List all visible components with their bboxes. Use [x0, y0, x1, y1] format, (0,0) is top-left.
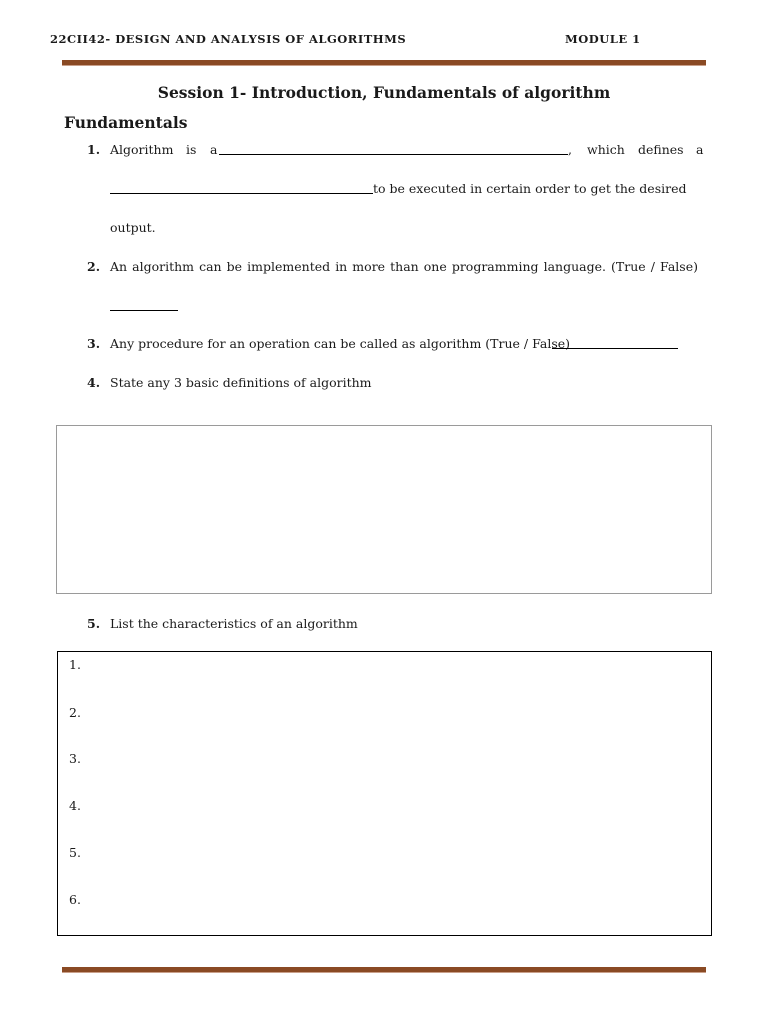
question-5-number: 5.	[87, 616, 101, 631]
question-1-word-algorithm: Algorithm	[110, 142, 174, 157]
module-label: MODULE 1	[565, 32, 641, 46]
question-1-word-which: which	[587, 142, 625, 157]
characteristics-answer-box[interactable]	[57, 651, 712, 936]
question-2-text: An algorithm can be implemented in more than one programming language. (True / False)	[110, 259, 698, 274]
footer-divider	[62, 967, 706, 973]
question-3-number: 3.	[87, 336, 101, 351]
session-title: Session 1- Introduction, Fundamentals of algorithm	[157, 83, 611, 102]
question-1-word-defines: defines	[638, 142, 684, 157]
question-4-number: 4.	[87, 375, 101, 390]
course-title: 22CII42- DESIGN AND ANALYSIS OF ALGORITHMS	[50, 32, 407, 46]
characteristic-item-5: 5.	[69, 845, 81, 860]
characteristic-item-3: 3.	[69, 751, 81, 766]
question-1-blank-1[interactable]	[219, 142, 568, 155]
question-1-line-3: output.	[110, 220, 156, 235]
question-3-answer-blank[interactable]	[552, 336, 678, 349]
definitions-answer-box[interactable]	[56, 425, 712, 594]
question-3-text: Any procedure for an operation can be called as algorithm (True / False)	[110, 336, 571, 351]
question-1-number: 1.	[87, 142, 101, 157]
question-1-line-2: to be executed in certain order to get the desired	[373, 181, 687, 196]
question-1-comma: ,	[568, 142, 572, 157]
question-1-blank-2[interactable]	[110, 181, 373, 194]
question-4-text: State any 3 basic definitions of algorithm	[110, 375, 372, 390]
question-1-word-a: a	[210, 142, 218, 157]
header-divider	[62, 60, 706, 66]
question-5-text: List the characteristics of an algorithm	[110, 616, 358, 631]
characteristic-item-4: 4.	[69, 798, 81, 813]
characteristic-item-6: 6.	[69, 892, 81, 907]
question-2-answer-blank[interactable]	[110, 298, 178, 311]
characteristic-item-1: 1.	[69, 657, 81, 672]
section-title: Fundamentals	[64, 113, 188, 132]
question-2-number: 2.	[87, 259, 101, 274]
characteristic-item-2: 2.	[69, 705, 81, 720]
question-1-word-is: is	[186, 142, 197, 157]
question-1-word-a-end: a	[696, 142, 704, 157]
